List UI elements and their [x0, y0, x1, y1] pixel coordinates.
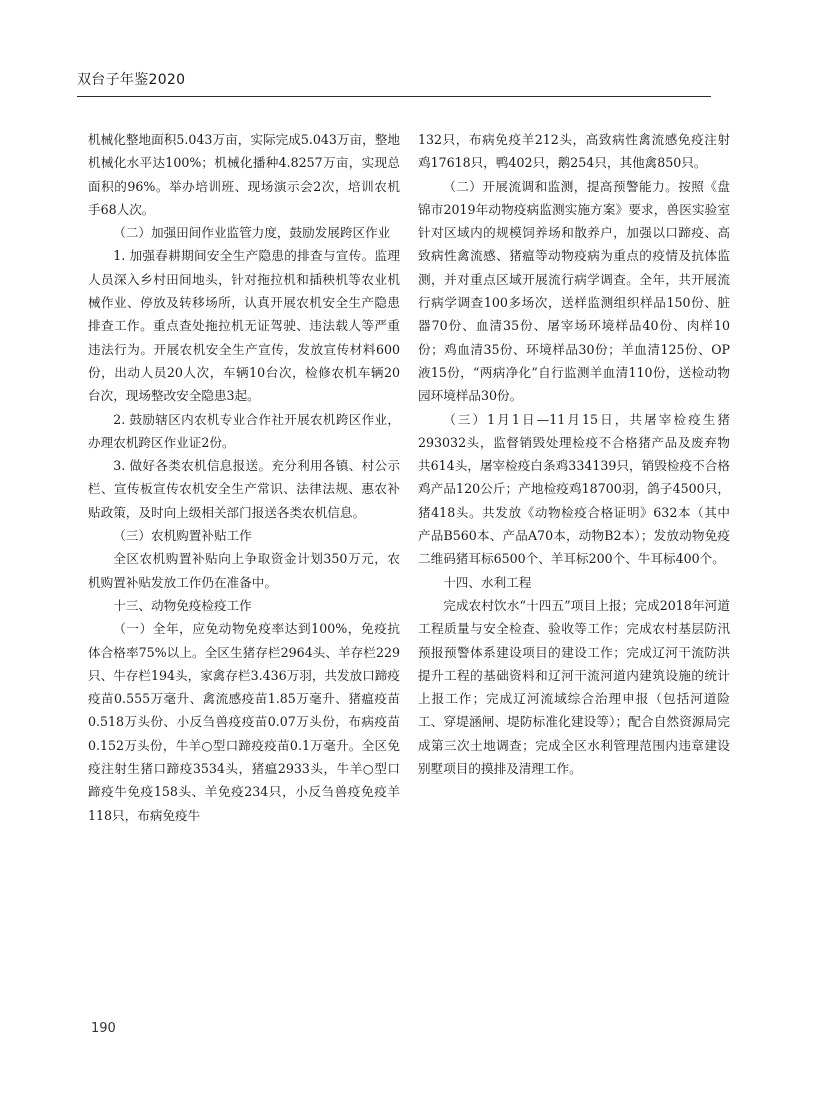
- paragraph: （二）开展流调和监测，提高预警能力。按照《盘锦市2019年动物疫病监测实施方案》要求，兽医实验室针对区域内的规模饲养场和散养户，加强以口蹄疫、高致病性禽流感、猪瘟等动物疫病为重点的疫情及抗体监测，并对重点区域开展流行病学调查。全年，共开展流行病学调查100多场次，送样监测组织样品150份、脏器70份、血清35份、屠宰场环境样品40份、肉样10份；鸡血清35份、环境样品30份；羊血清125份、OP液15份，“两病净化”自行监测羊血清110份，送检动物园环境样品30份。: [418, 178, 730, 404]
- left-text-column: [88, 128, 400, 827]
- yearbook-title: 双台子年鉴2020: [77, 72, 186, 88]
- paragraph: 3. 做好各类农机信息报送。充分利用各镇、村公示栏、宣传板宣传农机安全生产常识、法律法规、惠农补贴政策，及时向上级相关部门报送各类农机信息。: [88, 458, 400, 520]
- paragraph: 完成农村饮水“十四五”项目上报；完成2018年河道工程质量与安全检查、验收等工作；完成农村基层防汛预报预警体系建设项目的建设工作；完成辽河干流防洪提升工程的基础资料和辽河干流河道内建筑设施的统计上报工作；完成辽河流域综合治理申报（包括河道险工、穿堤涵闸、堤防标准化建设等）；配合自然资源局完成第三次土地调查；完成全区水利管理范围内违章建设别墅项目的摸排及清理工作。: [418, 597, 730, 777]
- paragraph: 132只，布病免疫羊212头，高致病性禽流感免疫注射鸡17618只，鸭402只，鹅254只，其他禽850只。: [418, 132, 730, 171]
- paragraph: 十三、动物免疫检疫工作: [113, 597, 252, 613]
- paragraph: （三）1月1日—11月15日，共屠宰检疫生猪293032头，监督销毁处理检疫不合格猪产品及废弃物共614头，屠宰检疫白条鸡334139只，销毁检疫不合格鸡产品120公斤；产地检疫鸡18700羽，鸽子4500只，猪418头。共发放《动物检疫合格证明》632本（其中产品B560本、产品A70本，动物B2本）；发放动物免疫二维码猪耳标6500个、羊耳标200个、牛耳标400个。: [418, 411, 730, 567]
- paragraph: 全区农机购置补贴向上争取资金计划350万元，农机购置补贴发放工作仍在准备中。: [88, 551, 400, 590]
- paragraph: 1. 加强春耕期间安全生产隐患的排查与宣传。监理人员深入乡村田间地头，针对拖拉机和插秧机等农业机械作业、停放及转移场所，认真开展农机安全生产隐患排查工作。重点查处拖拉机无证驾驶、违法载人等严重违法行为。开展农机安全生产宣传，发放宣传材料600份，出动人员20人次，车辆10台次，检修农机车辆20台次，现场整改安全隐患3起。: [88, 248, 400, 404]
- paragraph: （二）加强田间作业监管力度，鼓励发展跨区作业: [113, 225, 391, 241]
- paragraph: 机械化整地面积5.043万亩，实际完成5.043万亩，整地机械化水平达100%；机械化播种4.8257万亩，实现总面积的96%。举办培训班、现场演示会2次，培训农机手68人次。: [88, 132, 400, 217]
- page-number: 190: [91, 1021, 116, 1036]
- right-text-column: [418, 128, 730, 780]
- paragraph: （三）农机购置补贴工作: [113, 528, 252, 544]
- paragraph: （一）全年，应免动物免疫率达到100%，免疫抗体合格率75%以上。全区生猪存栏2964头、羊存栏229只、牛存栏194头，家禽存栏3.436万羽，共发放口蹄疫疫苗0.555万毫升、禽流感疫苗1.85万毫升、猪瘟疫苗0.518万头份、小反刍兽疫疫苗0.07万头份，布病疫苗0.152万头份，牛羊○型口蹄疫疫苗0.1万毫升。全区免疫注射生猪口蹄疫3534头，猪瘟2933头，牛羊○型口蹄疫牛免疫158头、羊免疫234只，小反刍兽疫免疫羊118只，布病免疫牛: [88, 621, 400, 823]
- paragraph: 十四、水利工程: [443, 574, 532, 590]
- paragraph: 2. 鼓励辖区内农机专业合作社开展农机跨区作业，办理农机跨区作业证2份。: [88, 411, 400, 450]
- page-header: [77, 62, 711, 97]
